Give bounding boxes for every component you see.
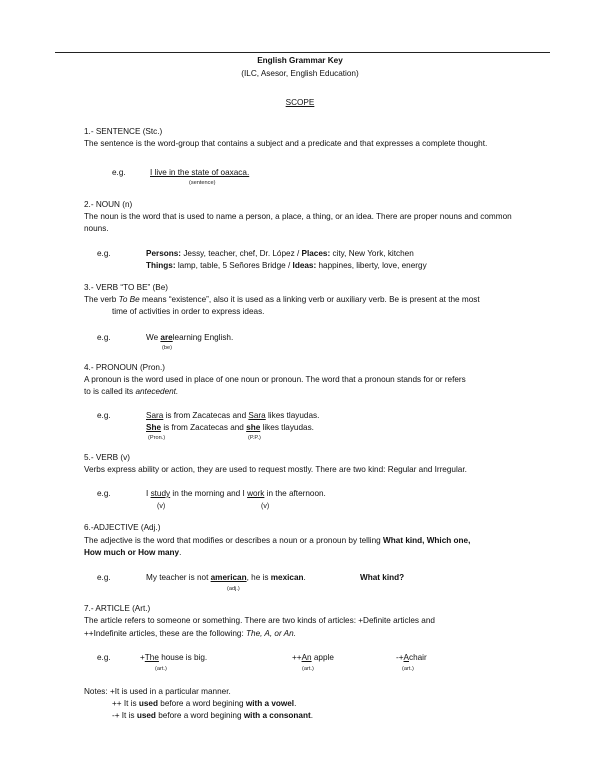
pronoun-definition-line1: A pronoun is the word used in place of one noun or pronoun. The word that a pronoun stands for or refers	[84, 375, 466, 384]
places-list: city, New York, kitchen	[332, 249, 414, 258]
adjective-definition-line2	[84, 547, 181, 558]
notes-line2	[112, 698, 296, 709]
verb-tag1: (v)	[157, 503, 166, 510]
adjective-question: What kind?	[360, 573, 405, 582]
noun-line2	[146, 260, 427, 271]
adj-ex-post: .	[303, 573, 306, 582]
article-tag3: (art.)	[402, 666, 414, 672]
verb-example	[146, 488, 326, 499]
notes3-pre: -+ It is	[112, 711, 135, 720]
sentence-eg: e.g.	[112, 168, 126, 177]
adjective-tag: (adj.)	[227, 586, 240, 592]
things-list: lamp, table, 5 Señores Bridge /	[177, 261, 291, 270]
article-tag2: (art.)	[302, 666, 314, 672]
tobe-tag: (be)	[162, 345, 172, 351]
pronoun-tag1: (Pron.)	[148, 435, 166, 441]
adj-def-post: .	[179, 548, 182, 557]
tobe-ex-pre: We	[146, 333, 159, 342]
persons-list: Jessy, teacher, chef, Dr. López /	[183, 249, 300, 258]
pronoun-tag2: (P.P.)	[248, 435, 261, 441]
doc-title: English Grammar Key	[257, 56, 343, 65]
verb-heading: 5.- VERB (v)	[84, 453, 130, 462]
places-label: Places:	[301, 249, 331, 258]
tobe-example	[146, 332, 233, 343]
article-example2	[292, 652, 334, 663]
notes3-b2: with a consonant	[243, 711, 311, 720]
scope-heading: SCOPE	[285, 98, 315, 107]
verb-ex-w1: study	[150, 489, 171, 498]
art-def-italic: The, A, or An.	[246, 629, 296, 638]
adj-ex-w1: american	[210, 573, 247, 582]
pronoun-heading: 4.- PRONOUN (Pron.)	[84, 363, 165, 372]
tobe-definition-line1	[84, 294, 480, 305]
pronoun-def-italic: antecedent.	[135, 387, 179, 396]
notes2-pre: ++ It is	[112, 699, 137, 708]
verb-eg: e.g.	[97, 489, 111, 498]
verb-ex-w2: work	[247, 489, 265, 498]
notes3-post: .	[310, 711, 313, 720]
notes-line3	[112, 710, 313, 721]
noun-line1	[146, 248, 414, 259]
pronoun-ex1-mid: is from Zacatecas and	[165, 411, 247, 420]
sentence-heading: 1.- SENTENCE (Stc.)	[84, 127, 163, 136]
article-example3	[396, 652, 427, 663]
article-tag1: (art.)	[155, 666, 167, 672]
persons-label: Persons:	[146, 249, 182, 258]
adj-def-bold2: How much or How many	[84, 548, 180, 557]
art-ex3-w: A	[403, 653, 409, 662]
art-ex3-pre: -+	[396, 653, 404, 662]
notes3-mid: before a word begining	[158, 711, 242, 720]
art-ex2-post: apple	[313, 653, 334, 662]
art-ex2-w: An	[301, 653, 312, 662]
pronoun-ex1-post: likes tlayudas.	[267, 411, 320, 420]
adjective-definition-line1	[84, 535, 470, 546]
verb-ex-mid: in the morning and I	[172, 489, 245, 498]
top-rule	[55, 52, 550, 53]
pronoun-ex2-mid: is from Zacatecas and	[163, 423, 244, 432]
tobe-def-b: means “existence”, also it is used as a linking verb or auxiliary verb. Be is present at the most	[141, 295, 480, 304]
pronoun-ex2-w2: she	[246, 423, 261, 432]
pronoun-example1	[146, 410, 319, 421]
notes-line1: Notes: +It is used in a particular manner.	[84, 687, 231, 696]
tobe-heading: 3.- VERB “TO BE” (Be)	[84, 283, 169, 292]
art-ex1-pre: +	[140, 653, 145, 662]
art-ex2-pre: ++	[292, 653, 302, 662]
art-ex3-post: chair	[408, 653, 427, 662]
article-heading: 7.- ARTICLE (Art.)	[84, 604, 151, 613]
pronoun-ex2-w1: She	[146, 423, 162, 432]
tobe-eg: e.g.	[97, 333, 111, 342]
tobe-ex-post: learning English.	[172, 333, 234, 342]
sentence-example: I live in the state of oaxaca.	[150, 168, 250, 177]
art-def-pre: ++Indefinite articles, these are the following:	[84, 629, 244, 638]
sentence-tag: (sentence)	[189, 180, 216, 186]
pronoun-ex1-w2: Sara	[248, 411, 266, 420]
noun-eg: e.g.	[97, 249, 111, 258]
verb-ex-pre: I	[146, 489, 149, 498]
noun-definition: The noun is the word that is used to name a person, a place, a thing, or an idea. There are proper nouns and common nouns.	[84, 212, 512, 233]
article-definition-line1: The article refers to someone or something. There are two kinds of articles: +Definite articles and	[84, 616, 435, 625]
verb-ex-post: in the afternoon.	[266, 489, 326, 498]
ideas-label: Ideas:	[292, 261, 317, 270]
verb-definition: Verbs express ability or action, they are used to request mostly. There are two kind: Regular and Irregular.	[84, 465, 467, 474]
adj-ex-pre: My teacher is not	[146, 573, 209, 582]
adjective-heading: 6.-ADJECTIVE (Adj.)	[84, 523, 161, 532]
adjective-example	[146, 572, 306, 583]
notes3-b1: used	[136, 711, 156, 720]
adj-def-bold1: What kind, Which one,	[383, 536, 471, 545]
adj-ex-w2: mexican	[270, 573, 304, 582]
article-definition-line2	[84, 628, 296, 639]
pronoun-example2	[146, 422, 314, 433]
notes2-b1: used	[138, 699, 158, 708]
pronoun-definition-line2	[84, 386, 178, 397]
tobe-definition-line2: time of activities in order to express ideas.	[112, 307, 265, 316]
noun-heading: 2.- NOUN (n)	[84, 200, 133, 209]
pronoun-def-pre: to is called its	[84, 387, 134, 396]
art-ex1-post: house is big.	[161, 653, 208, 662]
pronoun-ex1-w1: Sara	[146, 411, 164, 420]
notes2-b2: with a vowel	[245, 699, 295, 708]
ideas-list: happines, liberty, love, energy	[318, 261, 427, 270]
verb-tag2: (v)	[261, 503, 270, 510]
pronoun-eg: e.g.	[97, 411, 111, 420]
notes2-post: .	[294, 699, 297, 708]
pronoun-ex2-post: likes tlayudas.	[262, 423, 314, 432]
doc-subtitle: (ILC, Asesor, English Education)	[241, 69, 359, 78]
article-example1	[140, 652, 207, 663]
tobe-ex-word: are	[160, 333, 173, 342]
sentence-definition: The sentence is the word-group that contains a subject and a predicate and that expresses a complete thought.	[84, 139, 488, 148]
article-eg: e.g.	[97, 653, 111, 662]
notes2-mid: before a word begining	[160, 699, 244, 708]
tobe-def-a: The verb	[84, 295, 117, 304]
adjective-eg: e.g.	[97, 573, 111, 582]
things-label: Things:	[146, 261, 176, 270]
adj-ex-mid: , he is	[246, 573, 269, 582]
tobe-def-italic: To Be	[118, 295, 140, 304]
art-ex1-w: The	[144, 653, 159, 662]
adj-def-pre: The adjective is the word that modifies or describes a noun or a pronoun by telling	[84, 536, 381, 545]
